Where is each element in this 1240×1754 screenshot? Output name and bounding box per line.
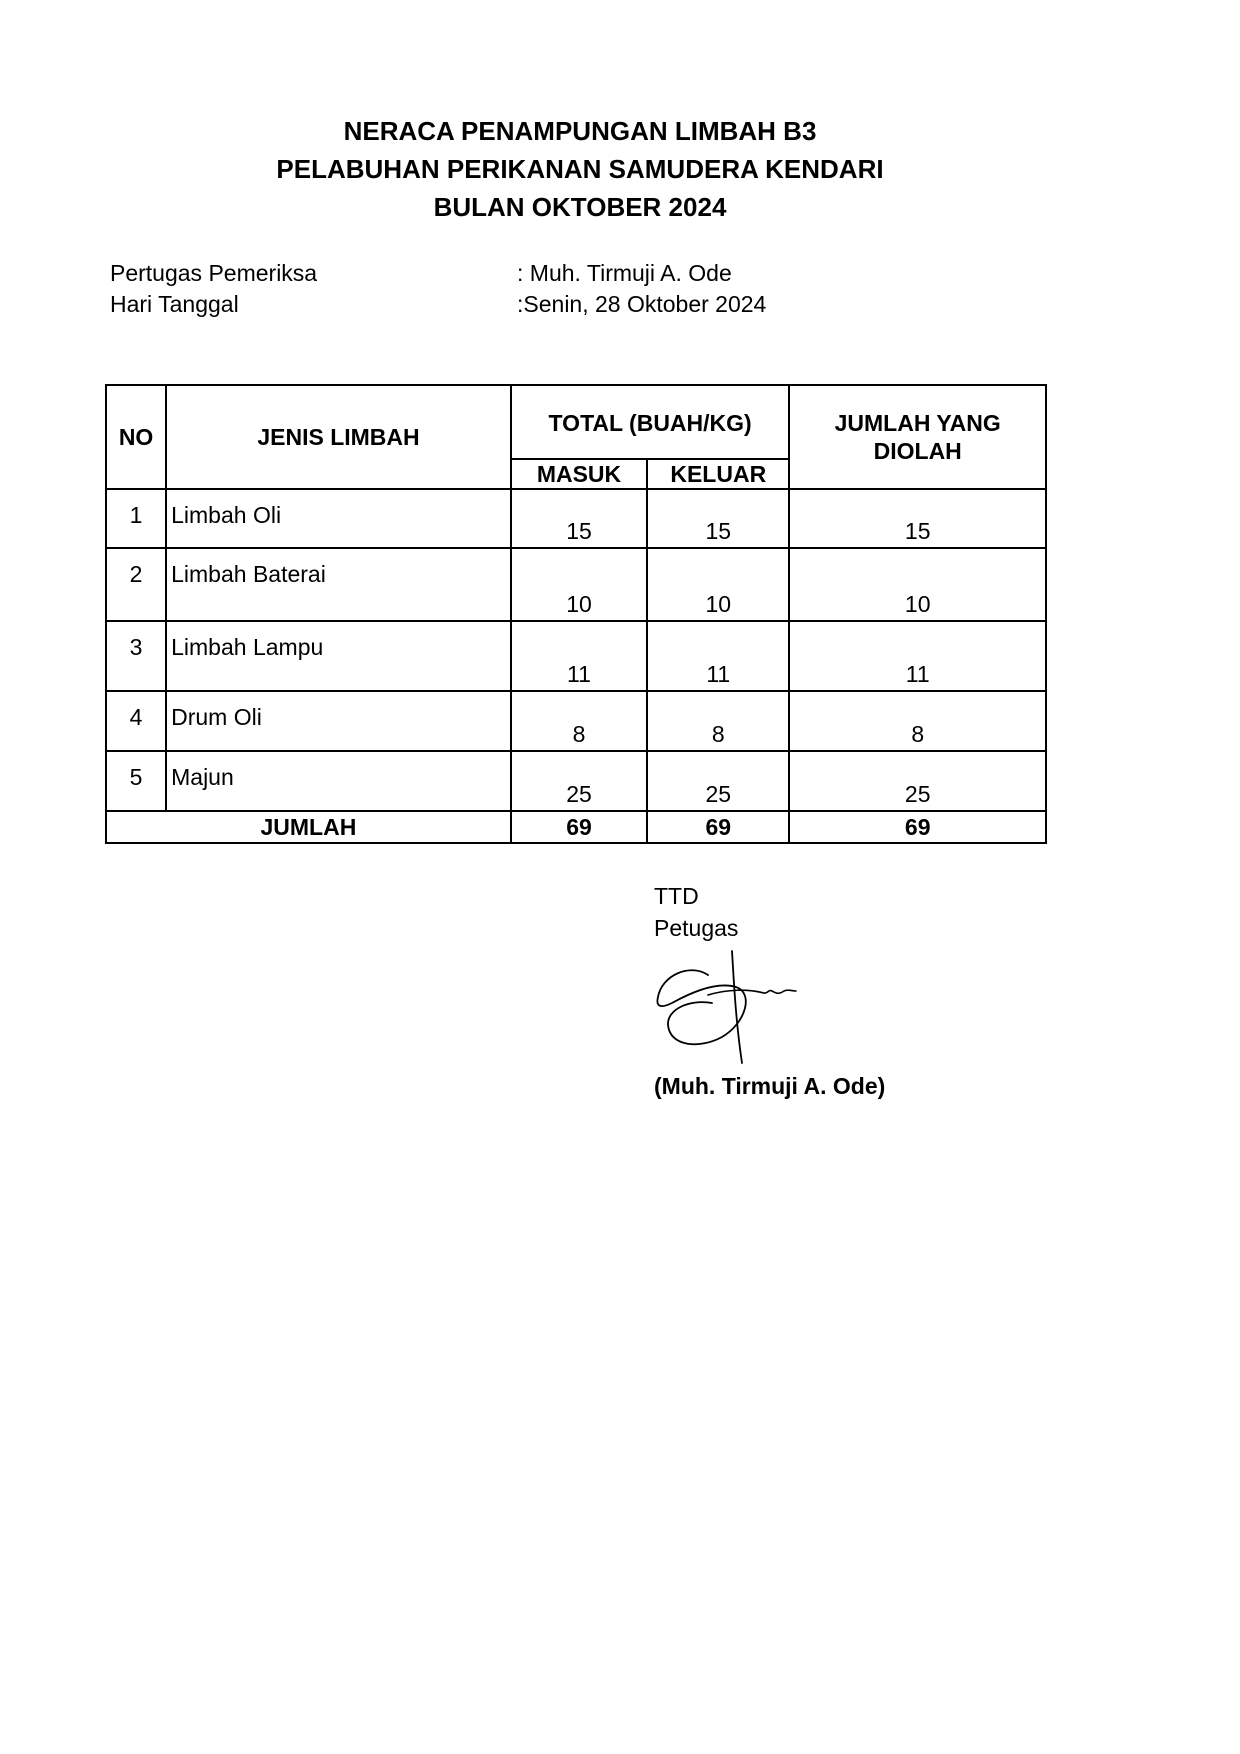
row-keluar: 10 <box>647 548 789 621</box>
row-masuk: 15 <box>511 489 647 548</box>
row-jenis: Limbah Oli <box>166 489 511 548</box>
total-diolah: 69 <box>789 811 1046 843</box>
title-line-1: NERACA PENAMPUNGAN LIMBAH B3 <box>343 116 817 146</box>
table-row <box>106 751 1046 811</box>
table-row <box>106 691 1046 751</box>
row-diolah: 11 <box>789 621 1046 691</box>
signature-role: Petugas <box>654 915 739 941</box>
total-masuk: 69 <box>511 811 647 843</box>
header-masuk: MASUK <box>511 459 647 489</box>
row-diolah: 10 <box>789 548 1046 621</box>
row-masuk: 8 <box>511 691 647 751</box>
header-total: TOTAL (BUAH/KG) <box>511 385 790 459</box>
table-row <box>106 621 1046 691</box>
row-jenis: Limbah Baterai <box>166 548 511 621</box>
petugas-label: Pertugas Pemeriksa <box>110 260 318 286</box>
row-no: 1 <box>106 489 166 548</box>
row-no: 4 <box>106 691 166 751</box>
row-jenis: Drum Oli <box>166 691 511 751</box>
row-keluar: 8 <box>647 691 789 751</box>
row-masuk: 25 <box>511 751 647 811</box>
table-row <box>106 548 1046 621</box>
row-keluar: 11 <box>647 621 789 691</box>
header-no: NO <box>106 385 166 489</box>
tanggal-value: :Senin, 28 Oktober 2024 <box>517 291 767 317</box>
header-keluar: KELUAR <box>647 459 789 489</box>
total-keluar: 69 <box>647 811 789 843</box>
signature-block <box>654 880 738 944</box>
row-no: 2 <box>106 548 166 621</box>
row-diolah: 15 <box>789 489 1046 548</box>
document-title <box>0 112 1160 226</box>
title-line-3: BULAN OKTOBER 2024 <box>433 192 727 222</box>
table-row <box>106 489 1046 548</box>
handwritten-signature <box>650 945 810 1070</box>
total-row <box>106 811 1046 843</box>
row-diolah: 8 <box>789 691 1046 751</box>
row-no: 5 <box>106 751 166 811</box>
header-jenis: JENIS LIMBAH <box>166 385 511 489</box>
row-masuk: 11 <box>511 621 647 691</box>
total-label: JUMLAH <box>106 811 511 843</box>
row-keluar: 15 <box>647 489 789 548</box>
row-masuk: 10 <box>511 548 647 621</box>
title-line-2: PELABUHAN PERIKANAN SAMUDERA KENDARI <box>276 154 884 184</box>
row-keluar: 25 <box>647 751 789 811</box>
row-diolah: 25 <box>789 751 1046 811</box>
signature-ttd: TTD <box>654 883 699 909</box>
row-no: 3 <box>106 621 166 691</box>
petugas-value: : Muh. Tirmuji A. Ode <box>517 260 732 286</box>
waste-table <box>105 384 1047 844</box>
row-jenis: Limbah Lampu <box>166 621 511 691</box>
header-diolah: JUMLAH YANG DIOLAH <box>789 385 1046 489</box>
row-jenis: Majun <box>166 751 511 811</box>
tanggal-label: Hari Tanggal <box>110 291 239 317</box>
signature-name: (Muh. Tirmuji A. Ode) <box>654 1073 886 1099</box>
